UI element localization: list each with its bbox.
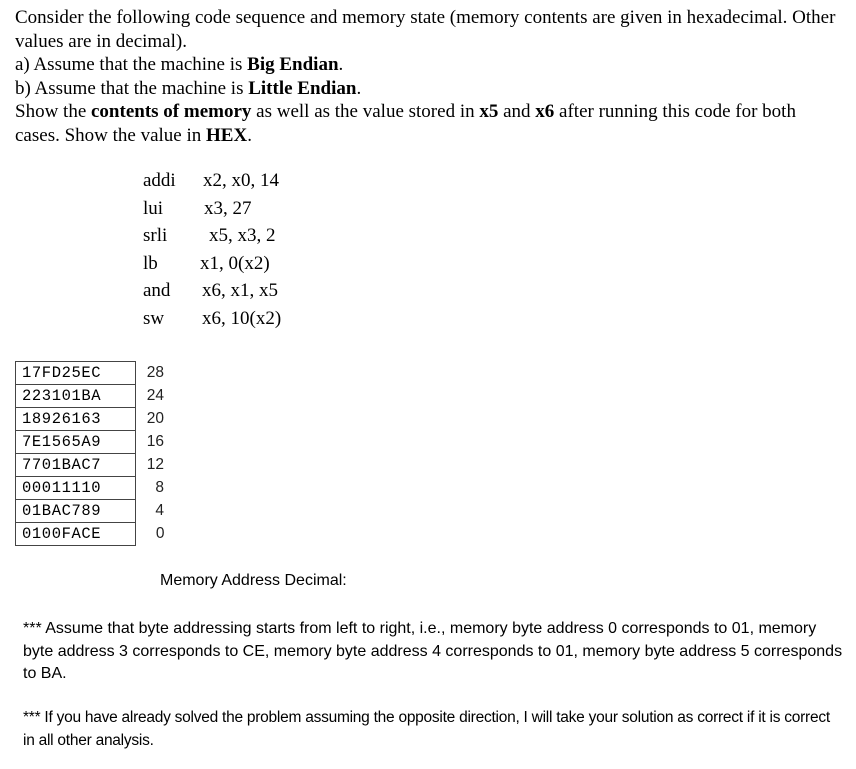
memory-row: [16, 362, 167, 385]
part-b-suffix: .: [356, 77, 362, 99]
memory-row: [16, 500, 167, 523]
code-operands: x2, x0, 14: [203, 170, 279, 191]
memory-address: 28: [146, 364, 164, 381]
memory-row: [16, 477, 167, 500]
code-opcode: lui: [143, 197, 164, 219]
show-text-2: as well as the value stored in: [251, 101, 480, 122]
part-a-prefix: a) Assume that the machine is: [15, 54, 248, 75]
part-a-bold: Big Endian: [247, 54, 339, 75]
part-a: [15, 53, 845, 77]
memory-word: 223101BA: [16, 385, 136, 408]
opposite-direction-note: *** If you have already solved the problem assuming the opposite direction, I will take your solution as correct if it is correct in all other analysis.: [23, 709, 830, 749]
code-operands: x5, x3, 2: [209, 225, 276, 246]
byte-addressing-note: *** Assume that byte addressing starts from left to right, i.e., memory byte address 0 corresponds to 01, memory byte address 3 corresponds to CE, memory byte address 4 corresponds to 01, memory byte address 5 corresponds to BA.: [23, 620, 843, 682]
part-b-bold: Little Endian: [248, 77, 357, 99]
memory-address: 16: [146, 433, 164, 450]
memory-word: 17FD25EC: [16, 362, 136, 385]
memory-table: [15, 361, 167, 546]
problem-statement: [15, 6, 845, 147]
show-bold-1: contents of memory: [91, 101, 252, 122]
code-operands: x6, x1, x5: [202, 280, 278, 301]
part-b: [15, 77, 845, 101]
memory-row: [16, 454, 167, 477]
memory-address: 24: [146, 387, 164, 404]
show-bold-2: x5: [479, 101, 499, 122]
memory-word: 7E1565A9: [16, 431, 136, 454]
memory-address: 4: [155, 502, 164, 519]
code-opcode: lb: [143, 252, 158, 274]
problem-intro: Consider the following code sequence and memory state (memory contents are given in hexadecimal. Other values are in decimal).: [15, 7, 836, 52]
code-opcode: sw: [143, 307, 165, 329]
code-operands: x6, 10(x2): [202, 307, 282, 329]
memory-row: [16, 523, 167, 546]
show-text-3: and: [498, 101, 536, 122]
memory-row: [16, 385, 167, 408]
code-operands: x3, 27: [204, 197, 252, 219]
memory-word: 01BAC789: [16, 500, 136, 523]
show-text-5: .: [247, 124, 252, 146]
code-opcode: srli: [143, 225, 168, 246]
part-a-suffix: .: [338, 54, 344, 75]
memory-address: 12: [146, 456, 164, 473]
code-opcode: and: [143, 280, 171, 301]
memory-row: [16, 408, 167, 431]
show-bold-4: HEX: [206, 124, 248, 146]
show-instruction: [15, 100, 845, 147]
show-bold-3: x6: [535, 101, 555, 122]
memory-word: 7701BAC7: [16, 454, 136, 477]
memory-word: 18926163: [16, 408, 136, 431]
part-b-prefix: b) Assume that the machine is: [15, 77, 249, 99]
show-text-4: after running this code for both cases. Show the value in: [15, 101, 796, 146]
code-opcode: addi: [143, 170, 176, 191]
memory-word: 00011110: [16, 477, 136, 500]
memory-word: 0100FACE: [16, 523, 136, 546]
memory-address: 0: [155, 525, 165, 542]
code-operands: x1, 0(x2): [200, 252, 270, 274]
show-text-1: Show the: [15, 101, 91, 122]
memory-row: [16, 431, 167, 454]
memory-address: 8: [155, 479, 164, 496]
memory-address-caption: Memory Address Decimal:: [160, 572, 347, 589]
memory-address: 20: [146, 410, 164, 427]
